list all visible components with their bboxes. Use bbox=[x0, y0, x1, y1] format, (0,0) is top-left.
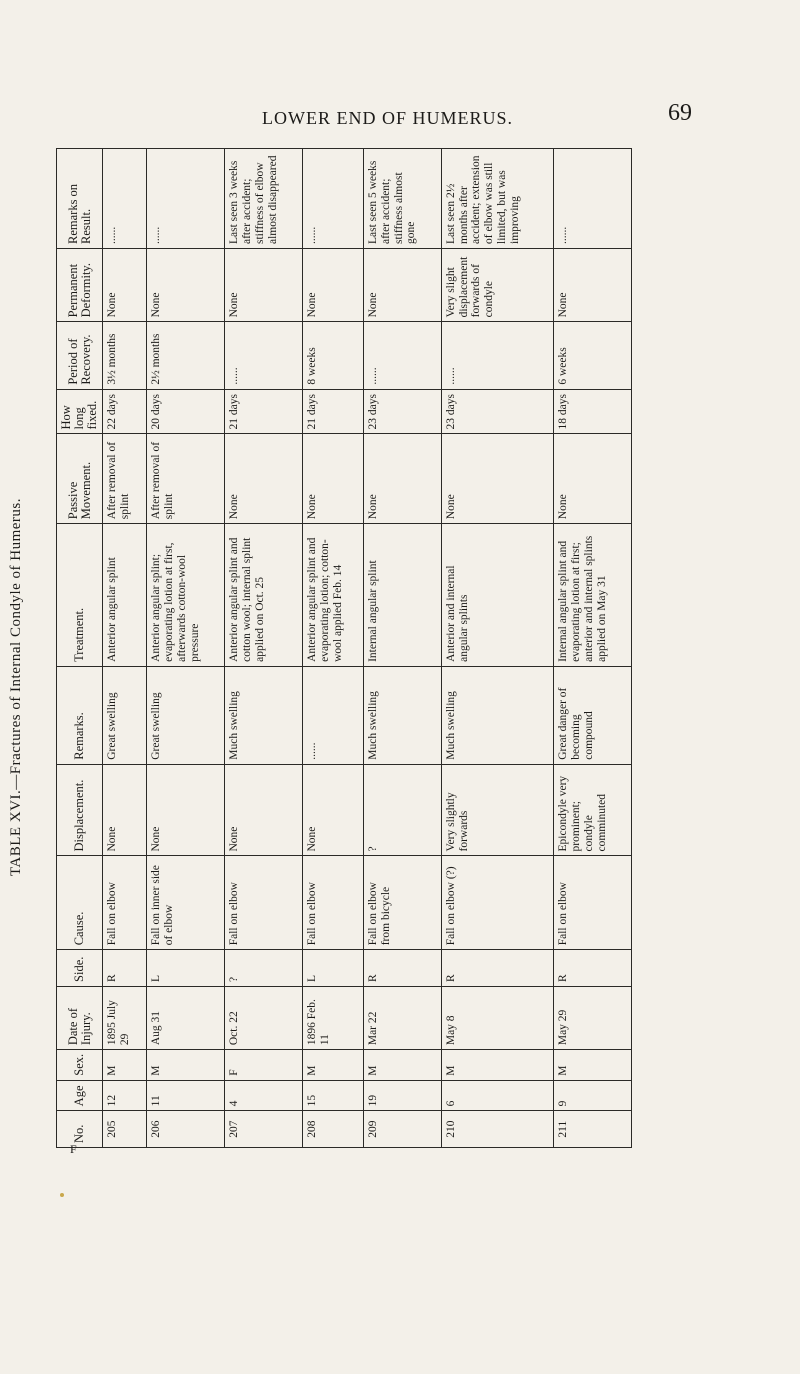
table-cell: Fall on elbow (?) bbox=[441, 856, 553, 950]
table-row bbox=[302, 149, 363, 1148]
table-cell: 11 bbox=[147, 1080, 225, 1111]
table-cell: 21 days bbox=[302, 389, 363, 434]
table-cell: May 29 bbox=[554, 986, 632, 1049]
table-cell: 205 bbox=[103, 1111, 147, 1148]
table-cell: 19 bbox=[363, 1080, 441, 1111]
table-cell: Very slight displacement forwards of condyle bbox=[441, 249, 553, 322]
table-cell: L bbox=[147, 950, 225, 987]
table-cell: Much swelling bbox=[224, 666, 302, 764]
col-header: Displacement. bbox=[57, 764, 103, 856]
table-cell: None bbox=[302, 764, 363, 856]
table-cell: None bbox=[302, 434, 363, 524]
col-header: Passive Movement. bbox=[57, 434, 103, 524]
table-cell: None bbox=[302, 249, 363, 322]
table-cell: Great swelling bbox=[147, 666, 225, 764]
table-cell: Great swelling bbox=[103, 666, 147, 764]
table-cell: Fall on elbow bbox=[302, 856, 363, 950]
table-cell: Last seen 2½ months after accident; extension of elbow was still limited, but was improving bbox=[441, 149, 553, 249]
table-cell: L bbox=[302, 950, 363, 987]
footer-mark: F bbox=[70, 1142, 77, 1156]
table-cell: F bbox=[224, 1050, 302, 1081]
table-cell: 9 bbox=[554, 1080, 632, 1111]
table-cell: M bbox=[103, 1050, 147, 1081]
table-cell: 209 bbox=[363, 1111, 441, 1148]
table-cell: 206 bbox=[147, 1111, 225, 1148]
table-row bbox=[363, 149, 441, 1148]
table-row bbox=[147, 149, 225, 1148]
table-cell: Internal angular splint bbox=[363, 524, 441, 667]
table-cell: Much swelling bbox=[363, 666, 441, 764]
table-cell: None bbox=[554, 249, 632, 322]
table-cell: ...... bbox=[554, 149, 632, 249]
table-cell: Anterior and internal angular splints bbox=[441, 524, 553, 667]
col-header: Side. bbox=[57, 950, 103, 987]
rotated-table-block bbox=[56, 148, 632, 1148]
table-cell: None bbox=[363, 249, 441, 322]
table-cell: 6 weeks bbox=[554, 322, 632, 389]
col-header: Date of Injury. bbox=[57, 986, 103, 1049]
table-cell: 210 bbox=[441, 1111, 553, 1148]
table-cell: ...... bbox=[302, 666, 363, 764]
table-cell: Internal angular splint and evaporating lotion at first; anterior and internal splints applied on May 31 bbox=[554, 524, 632, 667]
table-cell: ? bbox=[363, 764, 441, 856]
table-cell: 4 bbox=[224, 1080, 302, 1111]
table-cell: M bbox=[441, 1050, 553, 1081]
table-cell: 6 bbox=[441, 1080, 553, 1111]
table-cell: R bbox=[554, 950, 632, 987]
table-cell: 207 bbox=[224, 1111, 302, 1148]
table-cell: Anterior angular splint; evaporating lotion at first, afterwards cotton-wool pressure bbox=[147, 524, 225, 667]
table-cell: ...... bbox=[363, 322, 441, 389]
table-cell: None bbox=[441, 434, 553, 524]
table-cell: ...... bbox=[147, 149, 225, 249]
table-cell: 12 bbox=[103, 1080, 147, 1111]
col-header: How long fixed. bbox=[57, 389, 103, 434]
table-cell: Fall on elbow from bicycle bbox=[363, 856, 441, 950]
col-header: Sex. bbox=[57, 1050, 103, 1081]
table-cell: M bbox=[554, 1050, 632, 1081]
table-cell: ...... bbox=[302, 149, 363, 249]
col-header: No. bbox=[57, 1111, 103, 1148]
table-cell: None bbox=[147, 249, 225, 322]
table-cell: 2½ months bbox=[147, 322, 225, 389]
col-header: Period of Recovery. bbox=[57, 322, 103, 389]
fracture-table bbox=[56, 148, 632, 1148]
table-cell: After removal of splint bbox=[147, 434, 225, 524]
table-cell: Fall on elbow bbox=[224, 856, 302, 950]
table-cell: ...... bbox=[441, 322, 553, 389]
table-cell: 3½ months bbox=[103, 322, 147, 389]
table-cell: Mar 22 bbox=[363, 986, 441, 1049]
table-cell: None bbox=[554, 434, 632, 524]
running-head: LOWER END OF HUMERUS. bbox=[262, 108, 514, 128]
table-cell: 21 days bbox=[224, 389, 302, 434]
table-cell: After removal of splint bbox=[103, 434, 147, 524]
table-cell: M bbox=[363, 1050, 441, 1081]
table-cell: 23 days bbox=[441, 389, 553, 434]
table-cell: None bbox=[103, 249, 147, 322]
table-cell: Fall on elbow bbox=[554, 856, 632, 950]
table-row bbox=[224, 149, 302, 1148]
table-cell: 1896 Feb. 11 bbox=[302, 986, 363, 1049]
col-header: Remarks on Result. bbox=[57, 149, 103, 249]
col-header: Treatment. bbox=[57, 524, 103, 667]
table-cell: None bbox=[103, 764, 147, 856]
table-caption: TABLE XVI.—Fractures of Internal Condyle of Humerus. bbox=[7, 497, 24, 877]
table-cell: 1895 July 29 bbox=[103, 986, 147, 1049]
table-cell: 18 days bbox=[554, 389, 632, 434]
table-cell: 208 bbox=[302, 1111, 363, 1148]
table-cell: 22 days bbox=[103, 389, 147, 434]
table-cell: May 8 bbox=[441, 986, 553, 1049]
table-cell: 15 bbox=[302, 1080, 363, 1111]
ink-dot bbox=[60, 1193, 64, 1197]
table-cell: R bbox=[363, 950, 441, 987]
col-header: Cause. bbox=[57, 856, 103, 950]
table-cell: None bbox=[363, 434, 441, 524]
col-header: Remarks. bbox=[57, 666, 103, 764]
col-header: Permanent Deformity. bbox=[57, 249, 103, 322]
table-cell: None bbox=[147, 764, 225, 856]
table-cell: None bbox=[224, 764, 302, 856]
table-cell: ...... bbox=[103, 149, 147, 249]
table-cell: Great danger of becoming compound bbox=[554, 666, 632, 764]
table-cell: Very slightly forwards bbox=[441, 764, 553, 856]
table-row bbox=[103, 149, 147, 1148]
table-cell: Last seen 5 weeks after accident; stiffness almost gone bbox=[363, 149, 441, 249]
table-cell: Oct. 22 bbox=[224, 986, 302, 1049]
table-cell: Anterior angular splint and cotton wool; internal splint applied on Oct. 25 bbox=[224, 524, 302, 667]
table-cell: Anterior angular splint and evaporating lotion; cotton-wool applied Feb. 14 bbox=[302, 524, 363, 667]
table-cell: Last seen 3 weeks after accident; stiffness of elbow almost disappeared bbox=[224, 149, 302, 249]
table-cell: 8 weeks bbox=[302, 322, 363, 389]
table-cell: Much swelling bbox=[441, 666, 553, 764]
table-row bbox=[554, 149, 632, 1148]
table-cell: M bbox=[147, 1050, 225, 1081]
table-cell: None bbox=[224, 434, 302, 524]
table-row bbox=[441, 149, 553, 1148]
table-cell: None bbox=[224, 249, 302, 322]
col-header: Age bbox=[57, 1080, 103, 1111]
table-cell: R bbox=[103, 950, 147, 987]
table-cell: R bbox=[441, 950, 553, 987]
table-cell: ? bbox=[224, 950, 302, 987]
table-cell: Fall on inner side of elbow bbox=[147, 856, 225, 950]
table-cell: ...... bbox=[224, 322, 302, 389]
table-cell: M bbox=[302, 1050, 363, 1081]
table-cell: Fall on elbow bbox=[103, 856, 147, 950]
table-cell: Anterior angular splint bbox=[103, 524, 147, 667]
page-number: 69 bbox=[668, 100, 692, 126]
table-cell: 20 days bbox=[147, 389, 225, 434]
table-cell: Epicondyle very prominent; condyle comminuted bbox=[554, 764, 632, 856]
table-cell: Aug 31 bbox=[147, 986, 225, 1049]
table-cell: 211 bbox=[554, 1111, 632, 1148]
header-row bbox=[57, 149, 103, 1148]
table-cell: 23 days bbox=[363, 389, 441, 434]
